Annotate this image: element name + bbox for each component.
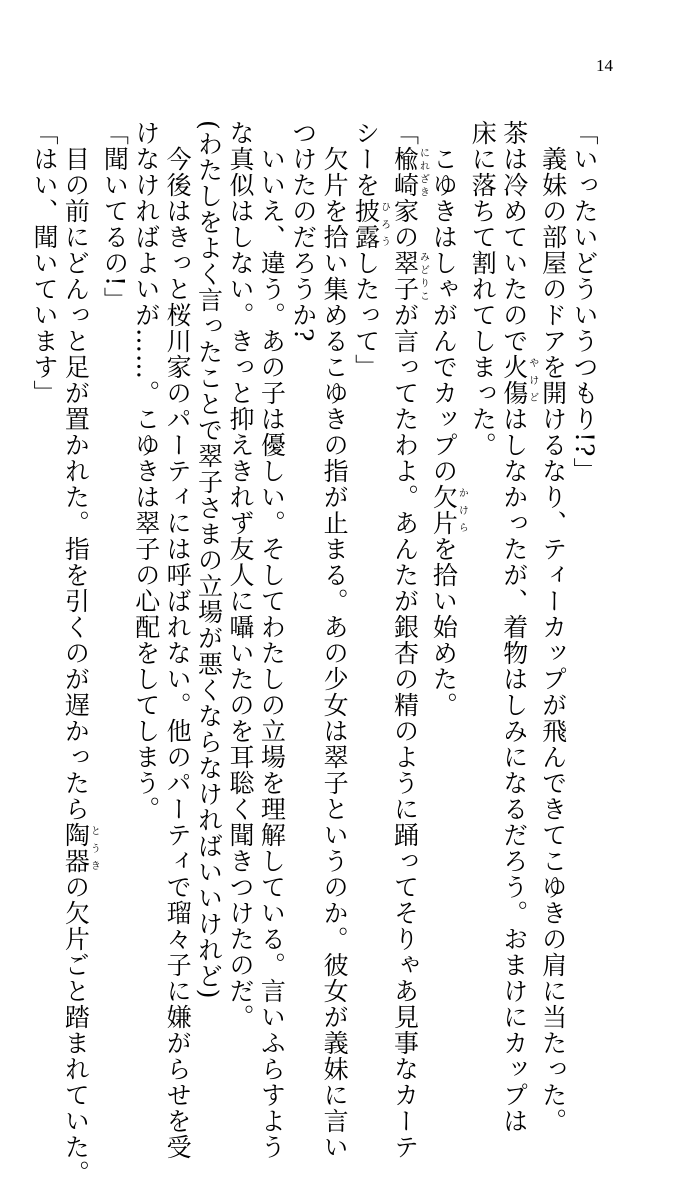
- page-number: 14: [596, 56, 613, 75]
- ruby-base: 陶器: [61, 822, 91, 874]
- text-run: シーを: [351, 120, 381, 198]
- text-column: [99, 120, 130, 960]
- text-run: が言ってたわよ。あんたが銀杏の精のように踊ってそりゃあ見事なカーテ: [390, 302, 420, 1160]
- ruby-reading: ひろう: [378, 198, 390, 250]
- ruby-base: 火傷: [499, 354, 529, 406]
- ruby-reading: かけら: [456, 484, 468, 536]
- text-column: [537, 120, 568, 1134]
- text-run: はしなかったが、着物はしみになるだろう。おまけにカップは: [499, 406, 529, 1134]
- ruby-reading: とうき: [88, 822, 100, 874]
- text-run: 「はい、聞いています」: [30, 120, 59, 406]
- text-column: [256, 120, 287, 1160]
- ruby-word: [499, 354, 538, 406]
- text-run: 床に落ちて割れてしまった。: [468, 120, 498, 458]
- ruby-base: 欠片: [429, 484, 459, 536]
- text-run: 今後はきっと桜川家のパーティには呼ばれない。他のパーティで瑠々子に嫌がらせを受: [163, 120, 193, 1160]
- text-run: を拾い始めた。: [429, 536, 459, 718]
- ruby-word: [390, 146, 429, 198]
- ruby-base: 楡崎: [390, 146, 420, 198]
- text-column: [350, 120, 389, 960]
- text-run: けなければよいが……。こゆきは翠子の心配をしてしまう。: [131, 120, 161, 822]
- text-column: [428, 120, 467, 960]
- text-run: こゆきはしゃがんでカップの: [429, 120, 459, 484]
- text-column: [389, 120, 429, 1160]
- text-column: [130, 120, 161, 960]
- text-run: したって」: [351, 250, 381, 380]
- ruby-word: [390, 250, 429, 302]
- text-run: 義妹の部屋のドアを開けるなり、ティーカップが飛んできてこゆきの肩に当たった。: [538, 120, 568, 1134]
- text-run: 欠片を拾い集めるこゆきの指が止まる。あの少女は翠子というのか。彼女が義妹に言い: [320, 120, 350, 1160]
- text-column: [467, 120, 498, 960]
- text-run: いいえ、違う。あの子は優しい。そしてわたしの立場を理解している。言いふらすよう: [257, 120, 287, 1160]
- text-run: 「いったいどういうつもり!?」: [570, 120, 599, 484]
- ruby-base: 披露: [351, 198, 381, 250]
- text-run: (わたしをよく言ったことで翠子さまの立場が悪くならなければいいけれど): [194, 120, 224, 1000]
- text-run: 茶は冷めていたので: [499, 120, 529, 354]
- text-run: な真似はしない。きっと抑えきれず友人に囁いたのを耳聡く聞きつけたのだ。: [225, 120, 255, 1030]
- ruby-reading: みどりこ: [417, 250, 429, 302]
- ruby-base: 翠子: [390, 250, 420, 302]
- text-column: [569, 120, 600, 960]
- text-column: [162, 120, 193, 1160]
- ruby-reading: にれざき: [417, 146, 429, 198]
- text-column: [29, 120, 60, 960]
- text-run: 「: [390, 120, 420, 146]
- ruby-word: [429, 484, 468, 536]
- ruby-word: [351, 198, 390, 250]
- text-column: [193, 120, 224, 1000]
- text-run: の欠片ごと踏まれていた。: [61, 874, 91, 1186]
- text-column: [60, 120, 100, 1186]
- text-column: [319, 120, 350, 1160]
- vertical-text-body: [30, 120, 600, 1186]
- text-run: 「聞いてるの!」: [100, 120, 130, 314]
- text-run: つけたのだろうか?: [288, 120, 318, 343]
- text-column: [225, 120, 256, 1030]
- ruby-word: [61, 822, 100, 874]
- text-run: 家の: [390, 198, 420, 250]
- text-column: [287, 120, 318, 960]
- text-column: [498, 120, 538, 1134]
- text-run: 目の前にどんっと足が置かれた。指を引くのが遅かったら: [61, 120, 91, 822]
- ruby-reading: やけど: [526, 354, 538, 406]
